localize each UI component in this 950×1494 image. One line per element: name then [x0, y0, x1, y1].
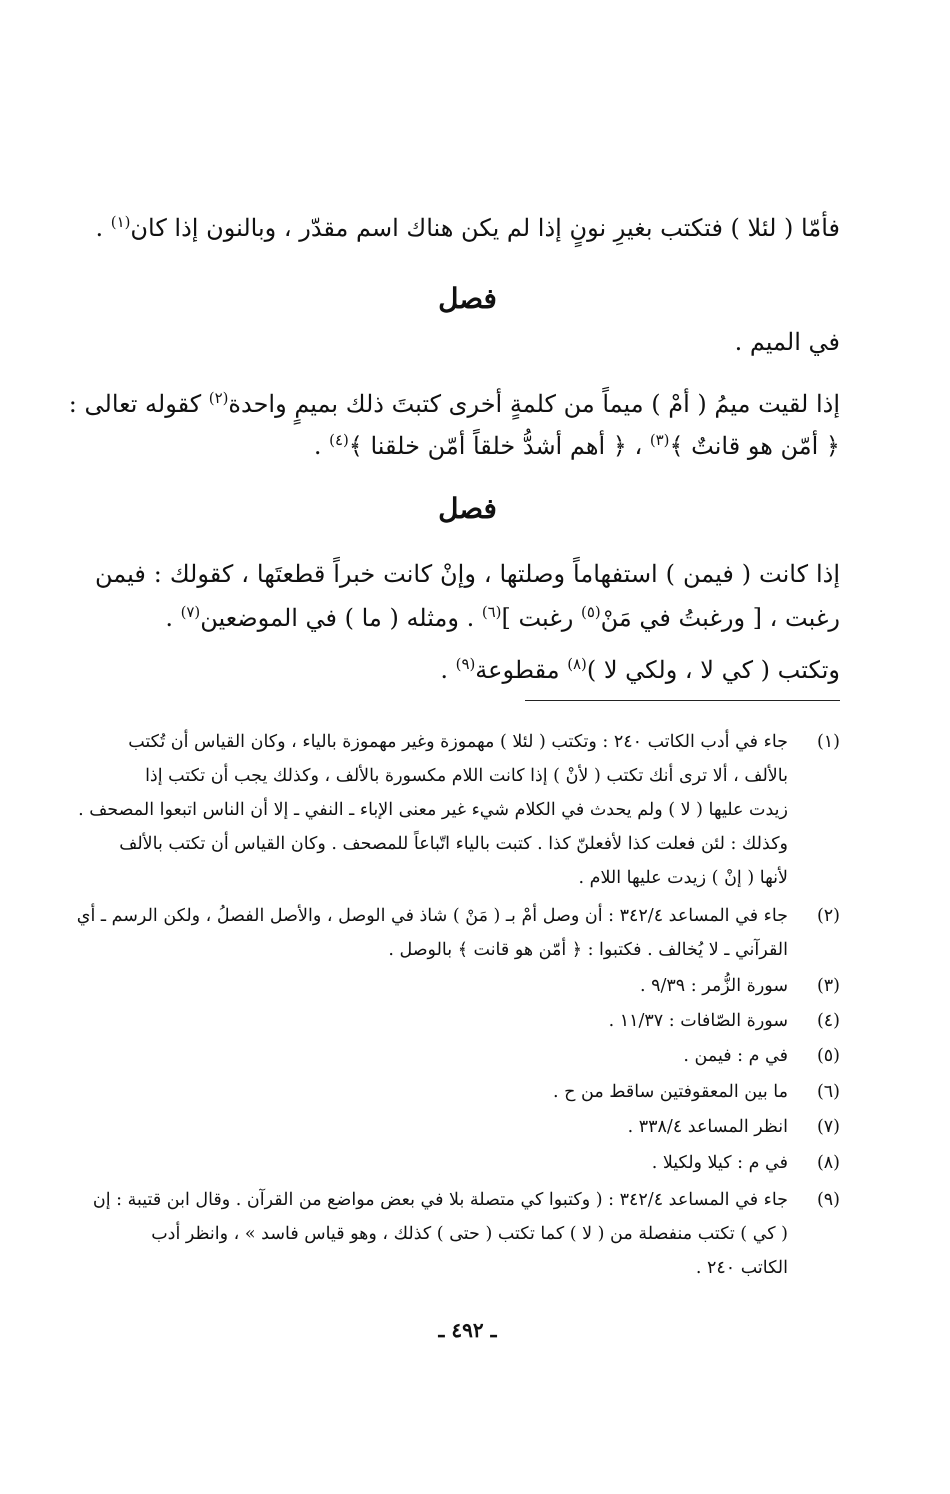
- footnote-number: (٦): [816, 1082, 840, 1102]
- footnote-text: في م : فيمن .: [683, 1046, 788, 1066]
- body-text: في الميم .: [734, 328, 840, 356]
- body-line-6: [95, 604, 840, 632]
- footnote-text: وكذلك : لئن فعلت كذا لأفعلنّ كذا . كتبت بالياء اتّباعاً للمصحف . وكان القياس أن تكتب بالألف: [119, 834, 788, 854]
- body-text: فأمّا ( لئلا ) فتكتب بغيرِ نونٍ إذا لم يكن هناك اسم مقدّر ، وبالنون إذا كان: [130, 214, 840, 242]
- body-text: إذا كانت ( فيمن ) استفهاماً وصلتها ، وإنْ كانت خبراً قطعتَها ، كقولك : فيمن: [95, 560, 840, 588]
- footnote-text: الكاتب ٢٤٠ .: [695, 1258, 788, 1278]
- body-text: رغبت ، [ ورغبتُ في مَنْ: [600, 604, 840, 632]
- section-heading-1: فصل: [438, 282, 497, 315]
- body-line-3: [68, 389, 840, 418]
- footnote-number: (٧): [816, 1117, 840, 1137]
- footnote-ref-4[interactable]: (٤): [329, 431, 349, 449]
- footnote-ref-3[interactable]: (٣): [649, 431, 670, 449]
- footnote-number: (٥): [816, 1046, 840, 1066]
- footnote-text: في م : كيلا ولكيلا .: [651, 1153, 788, 1173]
- quran-verse: ﴿ أمّن هو قانتٌ ﴾: [669, 432, 840, 460]
- footnote-text: انظر المساعد ٣٣٨/٤ .: [627, 1117, 788, 1137]
- footnote-number: (٣): [816, 976, 840, 996]
- footnote-text: القرآني ـ لا يُخالف . فكتبوا : ﴿ أمّن هو قانت ﴾ بالوصل .: [388, 940, 788, 960]
- footnote-separator: [525, 700, 840, 701]
- footnote-number: (٩): [816, 1190, 840, 1210]
- footnote-text: ما بين المعقوفتين ساقط من ح .: [553, 1082, 788, 1102]
- body-line-1: [95, 214, 840, 242]
- body-line-7: [95, 656, 840, 684]
- body-line-2: [95, 328, 840, 356]
- body-text: .: [95, 214, 111, 242]
- footnote-ref-2[interactable]: (٢): [208, 389, 229, 407]
- page-number: ـ ٤٩٢ ـ: [438, 1318, 497, 1342]
- body-text: كقوله تعالى :: [68, 390, 209, 418]
- book-page: [68, 0, 840, 1494]
- body-text: .: [313, 432, 330, 460]
- body-line-4: [95, 432, 840, 460]
- footnote-text: جاء في أدب الكاتب ٢٤٠ : وتكتب ( لئلا ) مهموزة وغير مهموزة بالياء ، وكان القياس أن تُكتب: [128, 732, 788, 752]
- section-heading-2: فصل: [438, 492, 497, 525]
- body-line-5: [95, 560, 840, 588]
- body-text: رغبت ]: [501, 604, 582, 632]
- footnote-ref-7[interactable]: (٧): [180, 603, 201, 621]
- body-text: .: [440, 656, 456, 684]
- footnote-ref-5[interactable]: (٥): [581, 603, 601, 621]
- footnote-text: بالألف ، ألا ترى أنك تكتب ( لأنْ ) إذا كانت اللام مكسورة بالألف ، وكذلك يجب أن تكتب إذا: [145, 766, 788, 786]
- footnote-ref-9[interactable]: (٩): [455, 655, 476, 673]
- footnote-text: ( كي ) تكتب منفصلة من ( لا ) كما تكتب ( حتى ) كذلك ، وهو قياس فاسد » ، وانظر أدب: [151, 1224, 788, 1244]
- body-text: .: [165, 604, 181, 632]
- footnote-text: زيدت عليها ( لا ) ولم يحدث في الكلام شيء غير معنى الإباء ـ النفي ـ إلا أن الناس اتبعوا المصحف .: [78, 800, 788, 820]
- footnote-text: جاء في المساعد ٣٤٢/٤ : ( وكتبوا كي متصلة بلا في بعض مواضع من القرآن . وقال ابن قتيبة : إن: [92, 1190, 788, 1210]
- footnote-ref-8[interactable]: (٨): [567, 655, 587, 673]
- footnote-number: (١): [816, 732, 840, 752]
- footnote-ref-6[interactable]: (٦): [481, 603, 502, 621]
- footnote-number: (٨): [816, 1153, 840, 1173]
- footnote-text: سورة الصّافات : ١١/٣٧ .: [608, 1011, 788, 1031]
- body-text: وتكتب ( كي لا ، ولكي لا ): [586, 656, 840, 684]
- footnote-number: (٤): [816, 1011, 840, 1031]
- body-text: إذا لقيت ميمُ ( أمْ ) ميماً من كلمةٍ أخرى كتبتَ ذلك بميمٍ واحدة: [228, 390, 840, 418]
- quran-verse: ، ﴿ أهم أشدُّ خلقاً أمّن خلقنا ﴾: [348, 432, 650, 460]
- footnote-text: جاء في المساعد ٣٤٢/٤ : أن وصل أمْ بـ ( مَنْ ) شاذ في الوصل ، والأصل الفصلُ ، ولكن الرسم ـ أي: [76, 906, 788, 926]
- body-text: مقطوعة: [475, 656, 568, 684]
- footnote-ref-1[interactable]: (١): [110, 213, 131, 231]
- body-text: . ومثله ( ما ) في الموضعين: [200, 604, 482, 632]
- footnote-number: (٢): [816, 906, 840, 926]
- footnote-text: لأنها ( إنْ ) زيدت عليها اللام .: [578, 868, 788, 888]
- footnote-text: سورة الزُّمر : ٩/٣٩ .: [639, 976, 788, 996]
